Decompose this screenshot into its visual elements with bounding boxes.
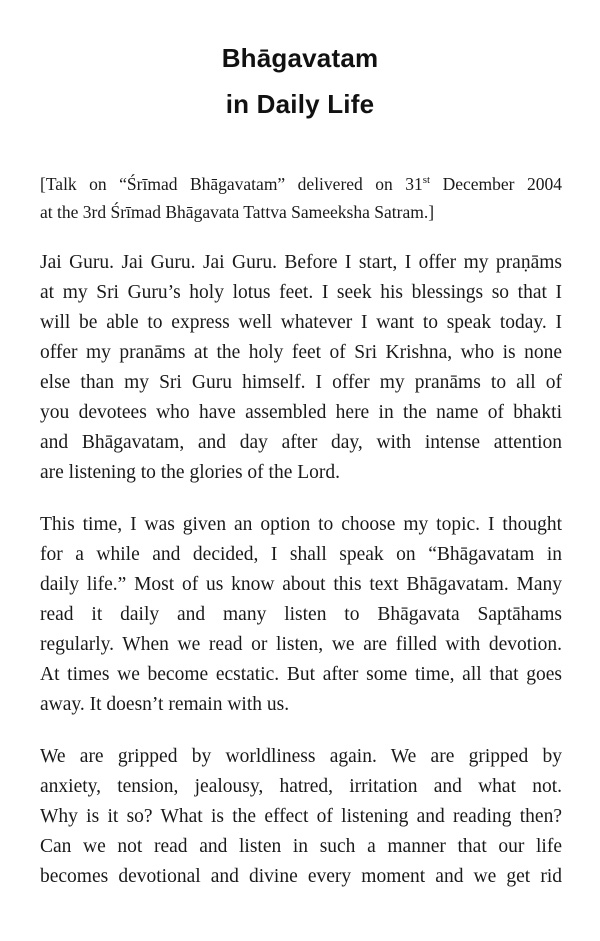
paragraph-line: becomes devotional and divine every moment and we get rid (40, 866, 562, 887)
paragraph-line: read it daily and many listen to Bhāgavata Saptāhams (40, 604, 562, 625)
paragraph-line: will be able to express well whatever I want to speak today. I (40, 312, 562, 333)
intro-line-2: at the 3rd Śrīmad Bhāgavata Tattva Sameeksha Satram.] (40, 202, 435, 222)
paragraph-line: This time, I was given an option to choose my topic. I thought (40, 514, 562, 535)
intro-line-1-text: [Talk on “Śrīmad Bhāgavatam” delivered on 31 (40, 174, 423, 194)
intro-line-1-date: December 2004 (430, 174, 562, 194)
chapter-title-line-1: Bhāgavatam (221, 43, 379, 73)
chapter-title-line-2: in Daily Life (225, 89, 375, 119)
paragraph-3 (40, 742, 562, 892)
paragraph-line: for a while and decided, I shall speak on “Bhāgavatam in (40, 544, 562, 565)
paragraph-1 (40, 248, 562, 488)
paragraph-line: Jai Guru. Jai Guru. Jai Guru. Before I start, I offer my praṇāms (40, 252, 562, 273)
paragraph-line: you devotees who have assembled here in the name of bhakti (40, 402, 562, 423)
paragraph-line: away. It doesn’t remain with us. (40, 694, 290, 715)
paragraph-line: anxiety, tension, jealousy, hatred, irritation and what not. (40, 776, 562, 797)
paragraph-line: Why is it so? What is the effect of listening and reading then? (40, 806, 562, 827)
intro-ordinal-suffix: st (422, 174, 431, 187)
talk-introduction (40, 170, 562, 226)
intro-line-1 (40, 170, 562, 198)
paragraph-line: offer my pranāms at the holy feet of Sri Krishna, who is none (40, 342, 562, 363)
paragraph-2 (40, 510, 562, 720)
paragraph-line: else than my Sri Guru himself. I offer my pranāms to all of (40, 372, 562, 393)
paragraph-line: regularly. When we read or listen, we are filled with devotion. (40, 634, 562, 655)
paragraph-line: are listening to the glories of the Lord. (40, 462, 341, 483)
paragraph-line: At times we become ecstatic. But after some time, all that goes (40, 664, 562, 685)
paragraph-line: We are gripped by worldliness again. We are gripped by (40, 746, 562, 767)
paragraph-line: daily life.” Most of us know about this text Bhāgavatam. Many (40, 574, 562, 595)
paragraph-line: and Bhāgavatam, and day after day, with intense attention (40, 432, 562, 453)
paragraph-line: at my Sri Guru’s holy lotus feet. I seek his blessings so that I (40, 282, 562, 303)
paragraph-line: Can we not read and listen in such a manner that our life (40, 836, 562, 857)
